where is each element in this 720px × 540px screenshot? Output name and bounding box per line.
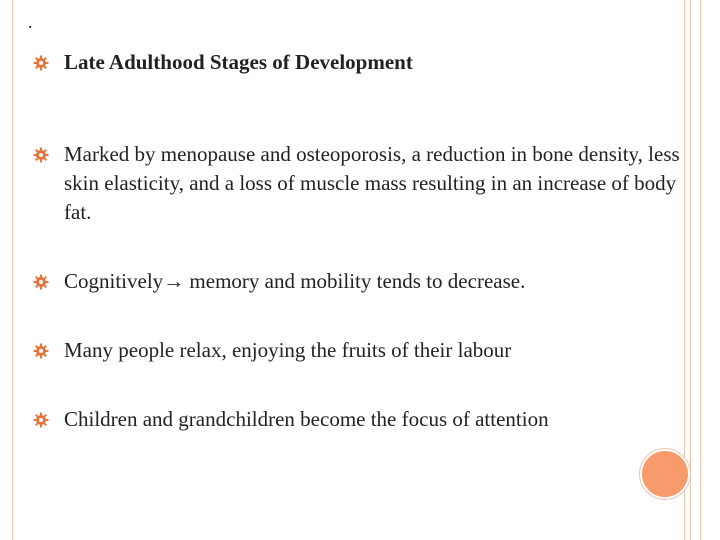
frame-line-left [12,0,13,540]
frame-line-right-outer [700,0,701,540]
decorative-orange-circle [640,449,690,499]
gear-icon [33,274,49,290]
bullet-text: Many people relax, enjoying the fruits of their labour [64,338,512,362]
gear-icon [33,343,49,359]
bullet-text: Marked by menopause and osteoporosis, a reduction in bone density, less skin elasticity, and a loss of muscle mass resulting in an increase of body fat. [64,142,680,224]
corner-dot: . [28,12,33,32]
gear-icon [33,55,49,71]
bullet-text: Cognitively→ memory and mobility tends to decrease. [64,269,526,293]
gear-icon [33,412,49,428]
bullet-text: Children and grandchildren become the focus of attention [64,407,549,431]
slide-title: Late Adulthood Stages of Development [64,50,413,74]
gear-icon [33,147,49,163]
frame-line-right-middle [690,0,691,540]
